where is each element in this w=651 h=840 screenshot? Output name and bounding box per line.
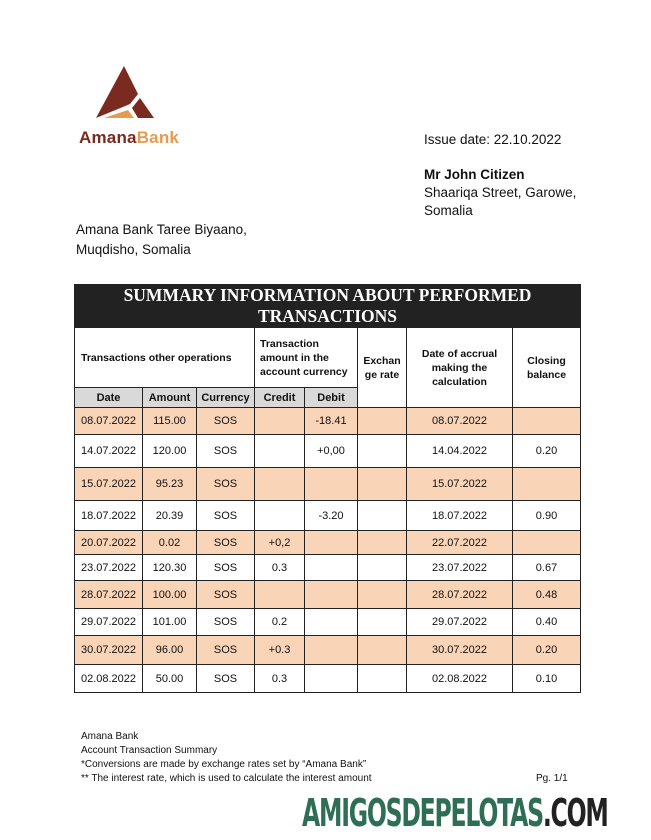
cell-credit: 0.3 [255, 665, 305, 693]
issue-date: Issue date: 22.10.2022 [424, 132, 562, 147]
cell-closing-balance: 0.20 [513, 636, 581, 665]
cell-amount: 120.00 [143, 435, 197, 468]
cell-date: 20.07.2022 [75, 531, 143, 555]
cell-accrual-date: 23.07.2022 [407, 555, 513, 581]
table-row [75, 501, 581, 531]
footer-summary-title: Account Transaction Summary [81, 745, 218, 756]
bank-address-line2: Muqdisho, Somalia [76, 242, 191, 257]
table-title: SUMMARY INFORMATION ABOUT PERFORMED TRANSACTIONS [75, 285, 581, 328]
cell-exchange-rate [358, 555, 407, 581]
logo-wordmark: AmanaBank [79, 128, 180, 147]
cell-exchange-rate [358, 636, 407, 665]
cell-date: 28.07.2022 [75, 581, 143, 609]
cell-debit: -18.41 [305, 408, 358, 435]
cell-currency: SOS [197, 408, 255, 435]
table-row [75, 555, 581, 581]
cell-amount: 120.30 [143, 555, 197, 581]
transactions-table [74, 284, 581, 693]
cell-credit: +0,2 [255, 531, 305, 555]
cell-closing-balance: 0.20 [513, 435, 581, 468]
cell-accrual-date: 18.07.2022 [407, 501, 513, 531]
recipient-address-line1: Shaariqa Street, Garowe, [424, 185, 577, 200]
cell-date: 18.07.2022 [75, 501, 143, 531]
cell-debit [305, 468, 358, 501]
cell-accrual-date: 28.07.2022 [407, 581, 513, 609]
cell-closing-balance: 0.48 [513, 581, 581, 609]
cell-currency: SOS [197, 468, 255, 501]
cell-debit [305, 581, 358, 609]
cell-date: 15.07.2022 [75, 468, 143, 501]
cell-amount: 50.00 [143, 665, 197, 693]
cell-closing-balance [513, 408, 581, 435]
cell-credit [255, 408, 305, 435]
cell-exchange-rate [358, 531, 407, 555]
subheader-date: Date [75, 388, 143, 408]
cell-amount: 100.00 [143, 581, 197, 609]
header-exchange-rate: Exchan ge rate [358, 328, 407, 408]
cell-currency: SOS [197, 609, 255, 636]
page-number: Pg. 1/1 [536, 773, 568, 784]
cell-debit [305, 555, 358, 581]
table-row [75, 435, 581, 468]
amana-bank-logo-icon [94, 66, 158, 120]
cell-date: 08.07.2022 [75, 408, 143, 435]
table-row [75, 609, 581, 636]
cell-exchange-rate [358, 609, 407, 636]
header-closing-balance: Closing balance [513, 328, 581, 408]
cell-credit: +0.3 [255, 636, 305, 665]
cell-credit [255, 468, 305, 501]
cell-currency: SOS [197, 555, 255, 581]
cell-date: 23.07.2022 [75, 555, 143, 581]
cell-currency: SOS [197, 435, 255, 468]
cell-exchange-rate [358, 581, 407, 609]
cell-amount: 101.00 [143, 609, 197, 636]
watermark: AMIGOSDEPELOTAS.COM [302, 791, 608, 835]
cell-currency: SOS [197, 636, 255, 665]
cell-date: 14.07.2022 [75, 435, 143, 468]
cell-date: 02.08.2022 [75, 665, 143, 693]
cell-credit: 0.2 [255, 609, 305, 636]
cell-debit: +0,00 [305, 435, 358, 468]
cell-exchange-rate [358, 408, 407, 435]
cell-credit [255, 501, 305, 531]
cell-accrual-date: 08.07.2022 [407, 408, 513, 435]
cell-closing-balance: 0.90 [513, 501, 581, 531]
subheader-amount: Amount [143, 388, 197, 408]
footer-bank-name: Amana Bank [81, 731, 139, 742]
table-row [75, 665, 581, 693]
cell-amount: 0.02 [143, 531, 197, 555]
header-date-of-accrual: Date of accrual making the calculation [407, 328, 513, 408]
cell-credit [255, 435, 305, 468]
cell-exchange-rate [358, 665, 407, 693]
cell-accrual-date: 29.07.2022 [407, 609, 513, 636]
cell-accrual-date: 22.07.2022 [407, 531, 513, 555]
subheader-credit: Credit [255, 388, 305, 408]
cell-debit: -3.20 [305, 501, 358, 531]
cell-accrual-date: 15.07.2022 [407, 468, 513, 501]
cell-currency: SOS [197, 531, 255, 555]
subheader-debit: Debit [305, 388, 358, 408]
cell-closing-balance: 0.10 [513, 665, 581, 693]
table-row [75, 636, 581, 665]
cell-credit: 0.3 [255, 555, 305, 581]
cell-closing-balance [513, 468, 581, 501]
cell-amount: 95.23 [143, 468, 197, 501]
cell-exchange-rate [358, 501, 407, 531]
recipient-name: Mr John Citizen [424, 167, 525, 182]
cell-date: 30.07.2022 [75, 636, 143, 665]
cell-currency: SOS [197, 501, 255, 531]
cell-currency: SOS [197, 581, 255, 609]
subheader-currency: Currency [197, 388, 255, 408]
recipient-address-line2: Somalia [424, 203, 473, 218]
footer-note-conversions: *Conversions are made by exchange rates set by “Amana Bank” [81, 759, 367, 770]
cell-debit [305, 665, 358, 693]
cell-debit [305, 609, 358, 636]
cell-closing-balance: 0.40 [513, 609, 581, 636]
cell-debit [305, 636, 358, 665]
cell-accrual-date: 30.07.2022 [407, 636, 513, 665]
cell-credit [255, 581, 305, 609]
cell-accrual-date: 02.08.2022 [407, 665, 513, 693]
cell-date: 29.07.2022 [75, 609, 143, 636]
table-row [75, 581, 581, 609]
header-transactions-other: Transactions other operations [75, 328, 255, 388]
table-row [75, 408, 581, 435]
bank-address-line1: Amana Bank Taree Biyaano, [76, 222, 247, 237]
cell-amount: 96.00 [143, 636, 197, 665]
cell-currency: SOS [197, 665, 255, 693]
cell-closing-balance: 0.67 [513, 555, 581, 581]
cell-exchange-rate [358, 435, 407, 468]
cell-debit [305, 531, 358, 555]
footer-note-interest: ** The interest rate, which is used to calculate the interest amount [81, 773, 372, 784]
cell-amount: 115.00 [143, 408, 197, 435]
cell-closing-balance [513, 531, 581, 555]
header-transaction-amount: Transaction amount in the account currency [255, 328, 358, 388]
cell-exchange-rate [358, 468, 407, 501]
cell-accrual-date: 14.04.2022 [407, 435, 513, 468]
table-row [75, 468, 581, 501]
table-row [75, 531, 581, 555]
cell-amount: 20.39 [143, 501, 197, 531]
